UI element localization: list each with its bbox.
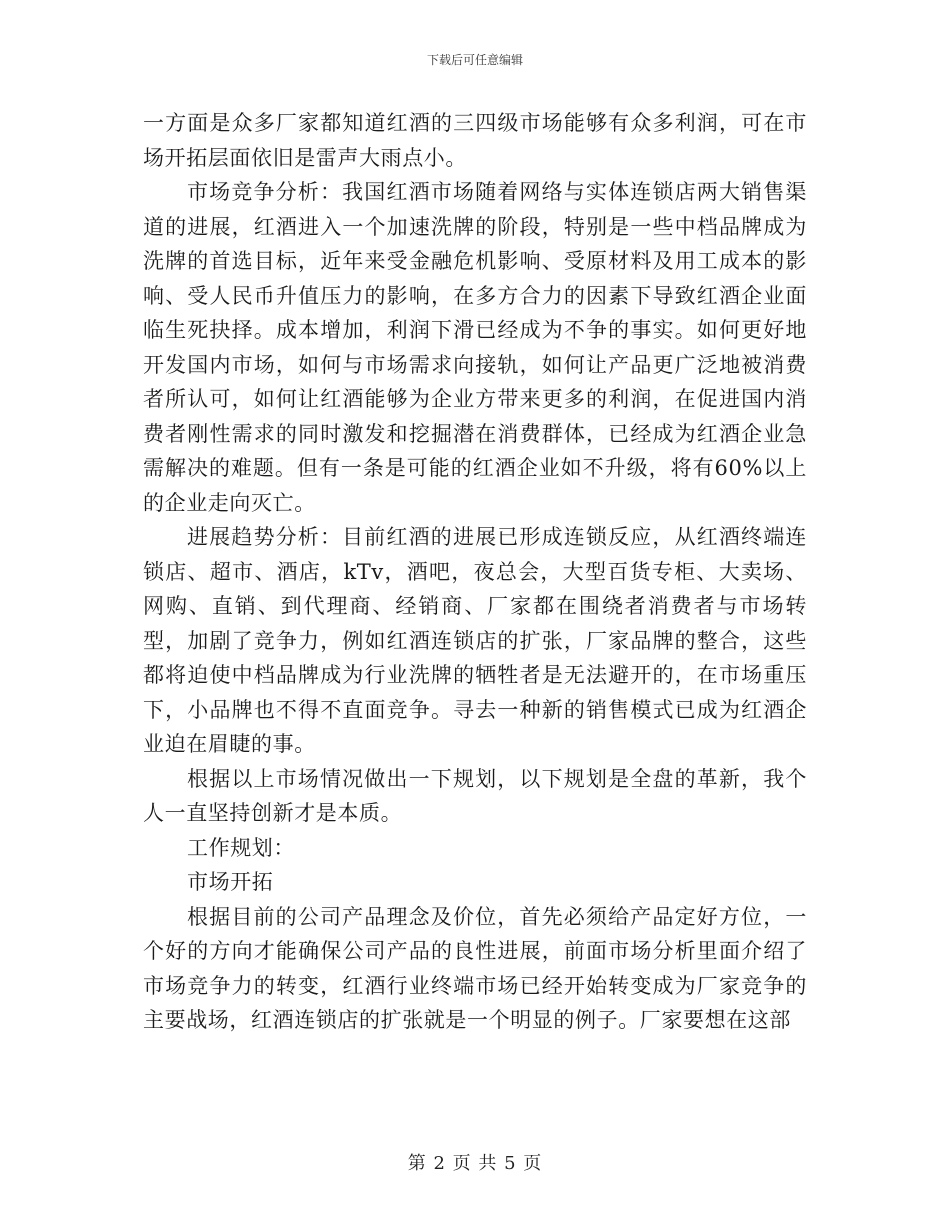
document-body (143, 106, 807, 1038)
paragraph-market-development: 根据目前的公司产品理念及价位，首先必须给产品定好方位，一个好的方向才能确保公司产品的良性进展，前面市场分析里面介绍了市场竞争力的转变，红酒行业终端市场已经开始转变成为厂家竞争的主要战场，红酒连锁店的扩张就是一个明显的例子。厂家要想在这部 (143, 904, 807, 1032)
heading-work-plan: 工作规划： (187, 835, 295, 860)
paragraph-competition-analysis: 市场竞争分析：我国红酒市场随着网络与实体连锁店两大销售渠道的进展，红酒进入一个加速洗牌的阶段，特别是一些中档品牌成为洗牌的首选目标，近年来受金融危机影响、受原材料及用工成本的影响、受人民币升值压力的影响，在多方合力的因素下导致红酒企业面临生死抉择。成本增加，利润下滑已经成为不争的事实。如何更好地开发国内市场，如何与市场需求向接轨，如何让产品更广泛地被消费者所认可，如何让红酒能够为企业方带来更多的利润，在促进国内消费者刚性需求的同时激发和挖掘潜在消费群体，已经成为红酒企业急需解决的难题。但有一条是可能的红酒企业如不升级，将有60%以上的企业走向灭亡。 (143, 180, 807, 515)
heading-market-development: 市场开拓 (187, 870, 274, 894)
paragraph-trend-analysis: 进展趋势分析：目前红酒的进展已形成连锁反应，从红酒终端连锁店、超市、酒店，kTv，酒吧，夜总会，大型百货专柜、大卖场、网购、直销、到代理商、经销商、厂家都在围绕者消费者与市场转型，加剧了竞争力，例如红酒连锁店的扩张，厂家品牌的整合，这些都将迫使中档品牌成为行业洗牌的牺牲者是无法避开的，在市场重压下，小品牌也不得不直面竞争。寻去一种新的销售模式已成为红酒企业迫在眉睫的事。 (143, 525, 807, 756)
page-header: 下载后可任意编辑 (426, 53, 523, 67)
paragraph-market-intro: 一方面是众多厂家都知道红酒的三四级市场能够有众多利润，可在市场开拓层面依旧是雷声大雨点小。 (143, 111, 807, 170)
page-number: 第 2 页 共 5 页 (407, 1153, 543, 1174)
paragraph-planning-intro: 根据以上市场情况做出一下规划，以下规划是全盘的革新，我个人一直坚持创新才是本质。 (143, 766, 807, 825)
